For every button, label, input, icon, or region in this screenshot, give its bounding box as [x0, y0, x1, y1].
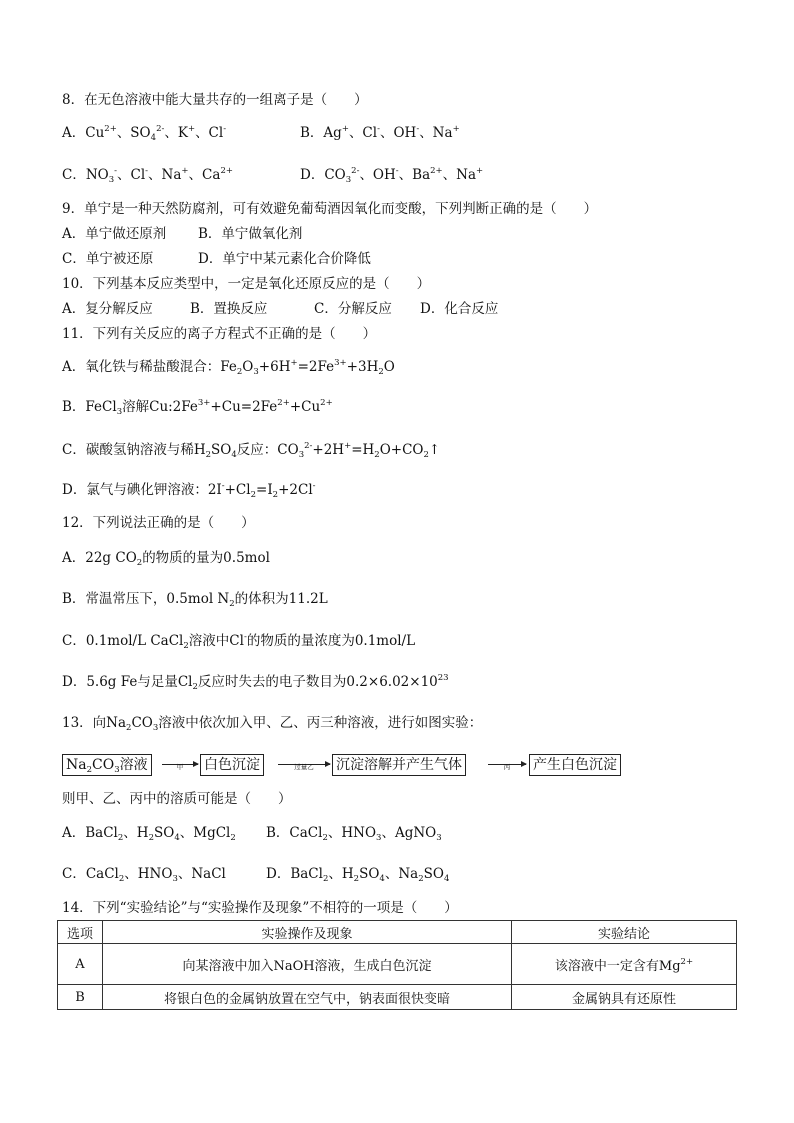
flow-arrow-2: [278, 763, 330, 771]
flow-arrow-3-label: 丙: [503, 763, 511, 771]
q13-ask: 则甲、乙、丙中的溶质可能是（ ）: [62, 791, 292, 807]
q12-option-d: D．5.6g Fe与足量$Cl_2$反应时失去的电子数目为$0.2\times 6.02\times 10^{23}$: [62, 673, 449, 692]
q9-option-a: A．单宁做还原剂: [62, 226, 167, 242]
row-b-operation: 将银白色的金属钠放置在空气中，钠表面很快变暗: [103, 985, 512, 1010]
q8-stem: 8．在无色溶液中能大量共存的一组离子是（ ）: [62, 92, 368, 108]
flow-box-white-precipitate-final: 产生白色沉淀: [529, 754, 621, 776]
header-operation: 实验操作及现象: [103, 921, 512, 944]
q10-option-a: A．复分解反应: [62, 301, 153, 317]
flow-box-white-precipitate: 白色沉淀: [200, 754, 264, 776]
row-b-conclusion: 金属钠具有还原性: [512, 985, 737, 1010]
q10-option-c: C．分解反应: [314, 301, 392, 317]
q9-option-b: B．单宁做氧化剂: [198, 226, 303, 242]
q8-option-d: D．$CO_3^{2-}$、OH-、$Ba^{2+}$、Na+: [300, 166, 484, 185]
flow-arrow-1-label: 甲: [176, 763, 184, 771]
q9-stem: 9．单宁是一种天然防腐剂，可有效避免葡萄酒因氧化而变酸，下列判断正确的是（ ）: [62, 201, 598, 217]
q11-option-c: C．碳酸氢钠溶液与稀$H_2SO_4$反应：$CO_3^{2-}+2H^+=H_2O+CO_2↑$: [62, 441, 441, 460]
q13-option-d: D．BaCl$_2$、$H_2SO_4$、$Na_2SO_4$: [266, 866, 450, 884]
q13-stem: 13．向$Na_2CO_3$溶液中依次加入甲、乙、丙三种溶液，进行如图实验：: [62, 715, 483, 733]
q12-option-b: B．常温常压下，0.5mol $N_2$的体积为11.2L: [62, 591, 328, 609]
q8-option-c: C．$NO_3^-$、Cl-、Na+、$Ca^{2+}$: [62, 166, 233, 185]
q13-option-a: A．BaCl$_2$、$H_2SO_4$、MgCl$_2$: [62, 825, 236, 843]
q14-stem: 14．下列“实验结论”与“实验操作及现象”不相符的一项是（ ）: [62, 900, 458, 916]
flow-arrow-2-label: 过量乙: [294, 763, 314, 771]
q10-option-b: B．置换反应: [190, 301, 268, 317]
header-option: 选项: [58, 921, 103, 944]
table-row: [58, 944, 737, 985]
q8-option-a: A．$Cu^{2+}$、$SO_4^{2-}$、K+、Cl-: [62, 124, 227, 143]
row-a-conclusion: 该溶液中一定含有$Mg^{2+}$: [512, 944, 737, 985]
row-a-option: A: [58, 944, 103, 985]
q10-stem: 10．下列基本反应类型中，一定是氧化还原反应的是（ ）: [62, 276, 431, 292]
table-row: [58, 985, 737, 1010]
q9-option-c: C．单宁被还原: [62, 251, 154, 267]
flow-box-dissolve-gas: 沉淀溶解并产生气体: [332, 754, 466, 776]
table-header-row: [58, 921, 737, 944]
q14-table: [57, 920, 737, 1010]
q12-stem: 12．下列说法正确的是（ ）: [62, 515, 255, 531]
q12-option-a: A．22g $CO_2$的物质的量为0.5mol: [62, 550, 270, 568]
flow-arrow-3: [488, 763, 526, 771]
q12-option-c: C．0.1mol/L CaCl$_2$溶液中Cl-的物质的量浓度为0.1mol/L: [62, 632, 416, 651]
q9-option-d: D．单宁中某元素化合价降低: [198, 251, 371, 267]
q11-option-d: D．氯气与碘化钾溶液：$2I^-+Cl_2=I_2+2Cl^-$: [62, 481, 316, 500]
q11-option-a: A．氧化铁与稀盐酸混合：$Fe_2O_3+6H^+=2Fe^{3+}+3H_2O$: [62, 358, 395, 377]
q13-option-b: B．CaCl$_2$、$HNO_3$、AgNO$_3$: [266, 825, 442, 843]
q10-option-d: D．化合反应: [420, 301, 499, 317]
q11-stem: 11．下列有关反应的离子方程式不正确的是（ ）: [62, 326, 377, 342]
flow-box-na2co3: $Na_2CO_3$溶液: [62, 754, 152, 776]
row-a-operation: 向某溶液中加入NaOH溶液，生成白色沉淀: [103, 944, 512, 985]
header-conclusion: 实验结论: [512, 921, 737, 944]
q8-option-b: B．Ag+、Cl-、OH-、Na+: [300, 124, 460, 141]
q13-flow-diagram: [62, 752, 742, 778]
flow-arrow-1: [162, 763, 198, 771]
row-b-option: B: [58, 985, 103, 1010]
q11-option-b: B．FeCl$_3$溶解$Cu:2Fe^{3+}+Cu=2Fe^{2+}+Cu^{2+}$: [62, 398, 333, 417]
q13-option-c: C．CaCl$_2$、$HNO_3$、NaCl: [62, 866, 226, 884]
